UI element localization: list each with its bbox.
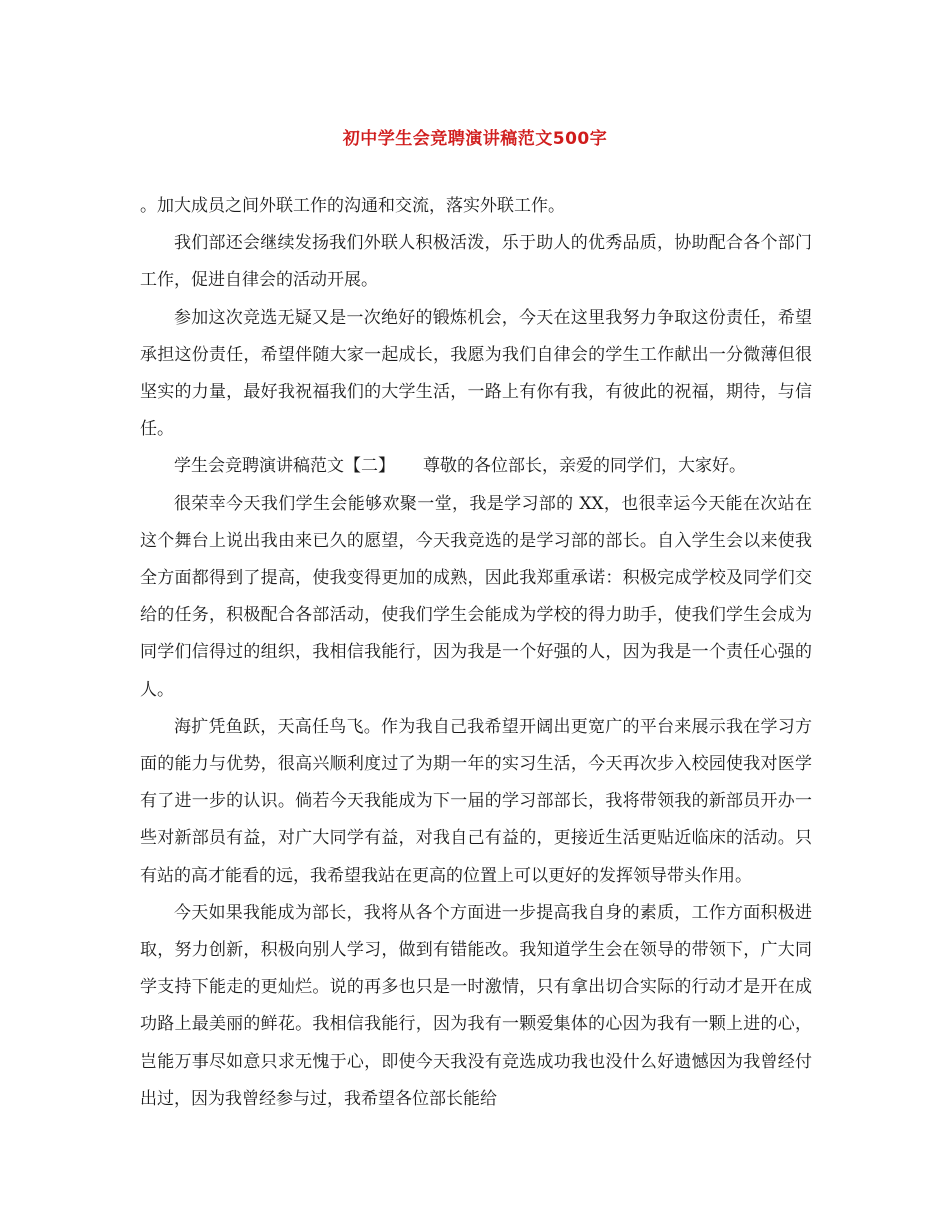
paragraph-7: 今天如果我能成为部长，我将从各个方面进一步提高我自身的素质，工作方面积极进取，努力创新，积极向别人学习，做到有错能改。我知道学生会在领导的带领下，广大同学支持下能走的更灿烂。说的再多也只是一时激情，只有拿出切合实际的行动才是开在成功路上最美丽的鲜花。我相信我能行，因为我有一颗爱集体的心因为我有一颗上进的心，岂能万事尽如意只求无愧于心，即使今天我没有竞选成功我也没什么好遗憾因为我曾经付出过，因为我曾经参与过，我希望各位部长能给 <box>140 902 812 1109</box>
paragraph-3: 参加这次竞选无疑又是一次绝好的锻炼机会，今天在这里我努力争取这份责任，希望承担这份责任，希望伴随大家一起成长，我愿为我们自律会的学生工作献出一分微薄但很坚实的力量，最好我祝福我们的大学生活，一路上有你有我，有彼此的祝福，期待，与信任。 <box>140 307 812 440</box>
paragraph-2: 我们部还会继续发扬我们外联人积极活泼，乐于助人的优秀品质，协助配合各个部门工作，促进自律会的活动开展。 <box>140 233 812 291</box>
section-heading: 学生会竞聘演讲稿范文【二】 <box>174 456 395 477</box>
document-title: 初中学生会竞聘演讲稿范文500字 <box>342 129 608 149</box>
greeting-text: 尊敬的各位部长，亲爱的同学们，大家好。 <box>423 456 746 477</box>
document-body <box>140 188 812 1118</box>
paragraph-1: 。加大成员之间外联工作的沟通和交流，落实外联工作。 <box>140 196 565 216</box>
paragraph-4 <box>140 448 812 485</box>
paragraph-5: 很荣幸今天我们学生会能够欢聚一堂，我是学习部的 XX，也很幸运今天能在次站在这个舞台上说出我由来已久的愿望，今天我竞选的是学习部的部长。自入学生会以来使我全方面都得到了提高，使我变得更加的成熟，因此我郑重承诺：积极完成学校及同学们交给的任务，积极配合各部活动，使我们学生会能成为学校的得力助手，使我们学生会成为同学们信得过的组织，我相信我能行，因为我是一个好强的人，因为我是一个责任心强的人。 <box>140 493 812 700</box>
paragraph-6: 海扩凭鱼跃，天高任鸟飞。作为我自己我希望开阔出更宽广的平台来展示我在学习方面的能力与优势，很高兴顺利度过了为期一年的实习生活，今天再次步入校园使我对医学有了进一步的认识。倘若今天我能成为下一届的学习部部长，我将带领我的新部员开办一些对新部员有益，对广大同学有益，对我自己有益的，更接近生活更贴近临床的活动。只有站的高才能看的远，我希望我站在更高的位置上可以更好的发挥领导带头作用。 <box>140 716 812 886</box>
